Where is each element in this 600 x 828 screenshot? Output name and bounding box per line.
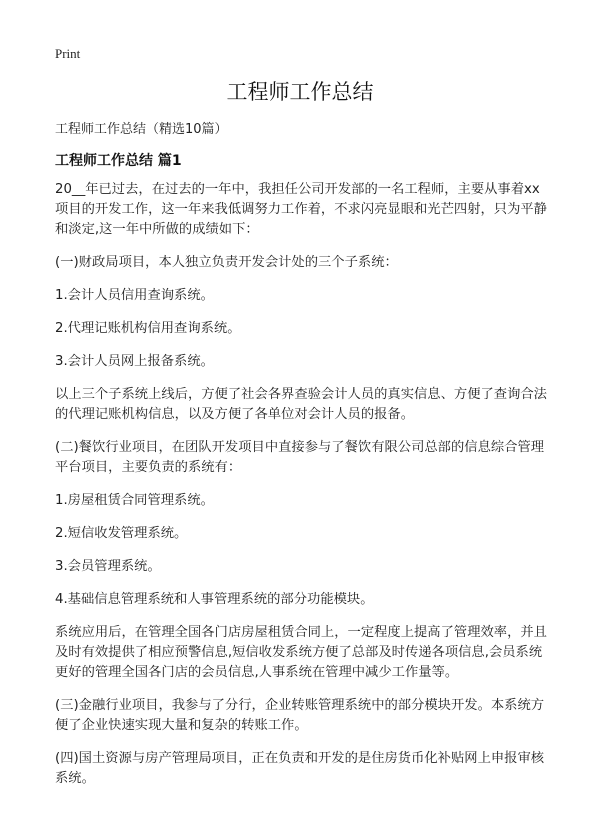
list-item: 2.代理记账机构信用查询系统。 (55, 321, 241, 336)
paragraph: (一)财政局项目，本人独立负责开发会计处的三个子系统： (55, 255, 398, 270)
paragraph: (三)金融行业项目，我参与了分行，企业转账管理系统中的部分模块开发。本系统方便了企业快速实现大量和复杂的转账工作。 (55, 698, 545, 733)
paragraph: 以上三个子系统上线后，方便了社会各界查验会计人员的真实信息、方便了查询合法的代理记账机构信息，以及方便了各单位对会计人员的报备。 (55, 387, 547, 422)
paragraph: 20__年已过去，在过去的一年中，我担任公司开发部的一名工程师，主要从事着xx项目的开发工作，这一年来我低调努力工作着，不求闪亮显眼和光芒四射，只为平静和淡定,这一年中所做的成绩如下： (55, 182, 547, 237)
list-item: 3.会计人员网上报备系统。 (55, 354, 214, 369)
paragraph: (四)国土资源与房产管理局项目，正在负责和开发的是住房货币化补贴网上申报审核系统。 (55, 751, 545, 786)
list-item: 3.会员管理系统。 (55, 559, 161, 574)
section-heading: 工程师工作总结 篇1 (55, 153, 182, 169)
page-title: 工程师工作总结 (226, 80, 374, 104)
paragraph: 系统应用后，在管理全国各门店房屋租赁合同上，一定程度上提高了管理效率，并且及时有效提供了相应预警信息,短信收发系统方便了总部及时传递各项信息,会员系统更好的管理全国各门店的会员信息,人事系统在管理中减少工作量等。 (55, 625, 547, 680)
list-item: 1.会计人员信用查询系统。 (55, 288, 214, 303)
document-subtitle: 工程师工作总结（精选10篇） (55, 122, 228, 137)
print-link[interactable]: Print (55, 46, 81, 61)
paragraph: (二)餐饮行业项目，在团队开发项目中直接参与了餐饮有限公司总部的信息综合管理平台项目，主要负责的系统有： (55, 440, 545, 475)
list-item: 1.房屋租赁合同管理系统。 (55, 493, 214, 508)
list-item: 2.短信收发管理系统。 (55, 526, 188, 541)
body-text (55, 180, 550, 802)
list-item: 4.基础信息管理系统和人事管理系统的部分功能模块。 (55, 592, 374, 607)
